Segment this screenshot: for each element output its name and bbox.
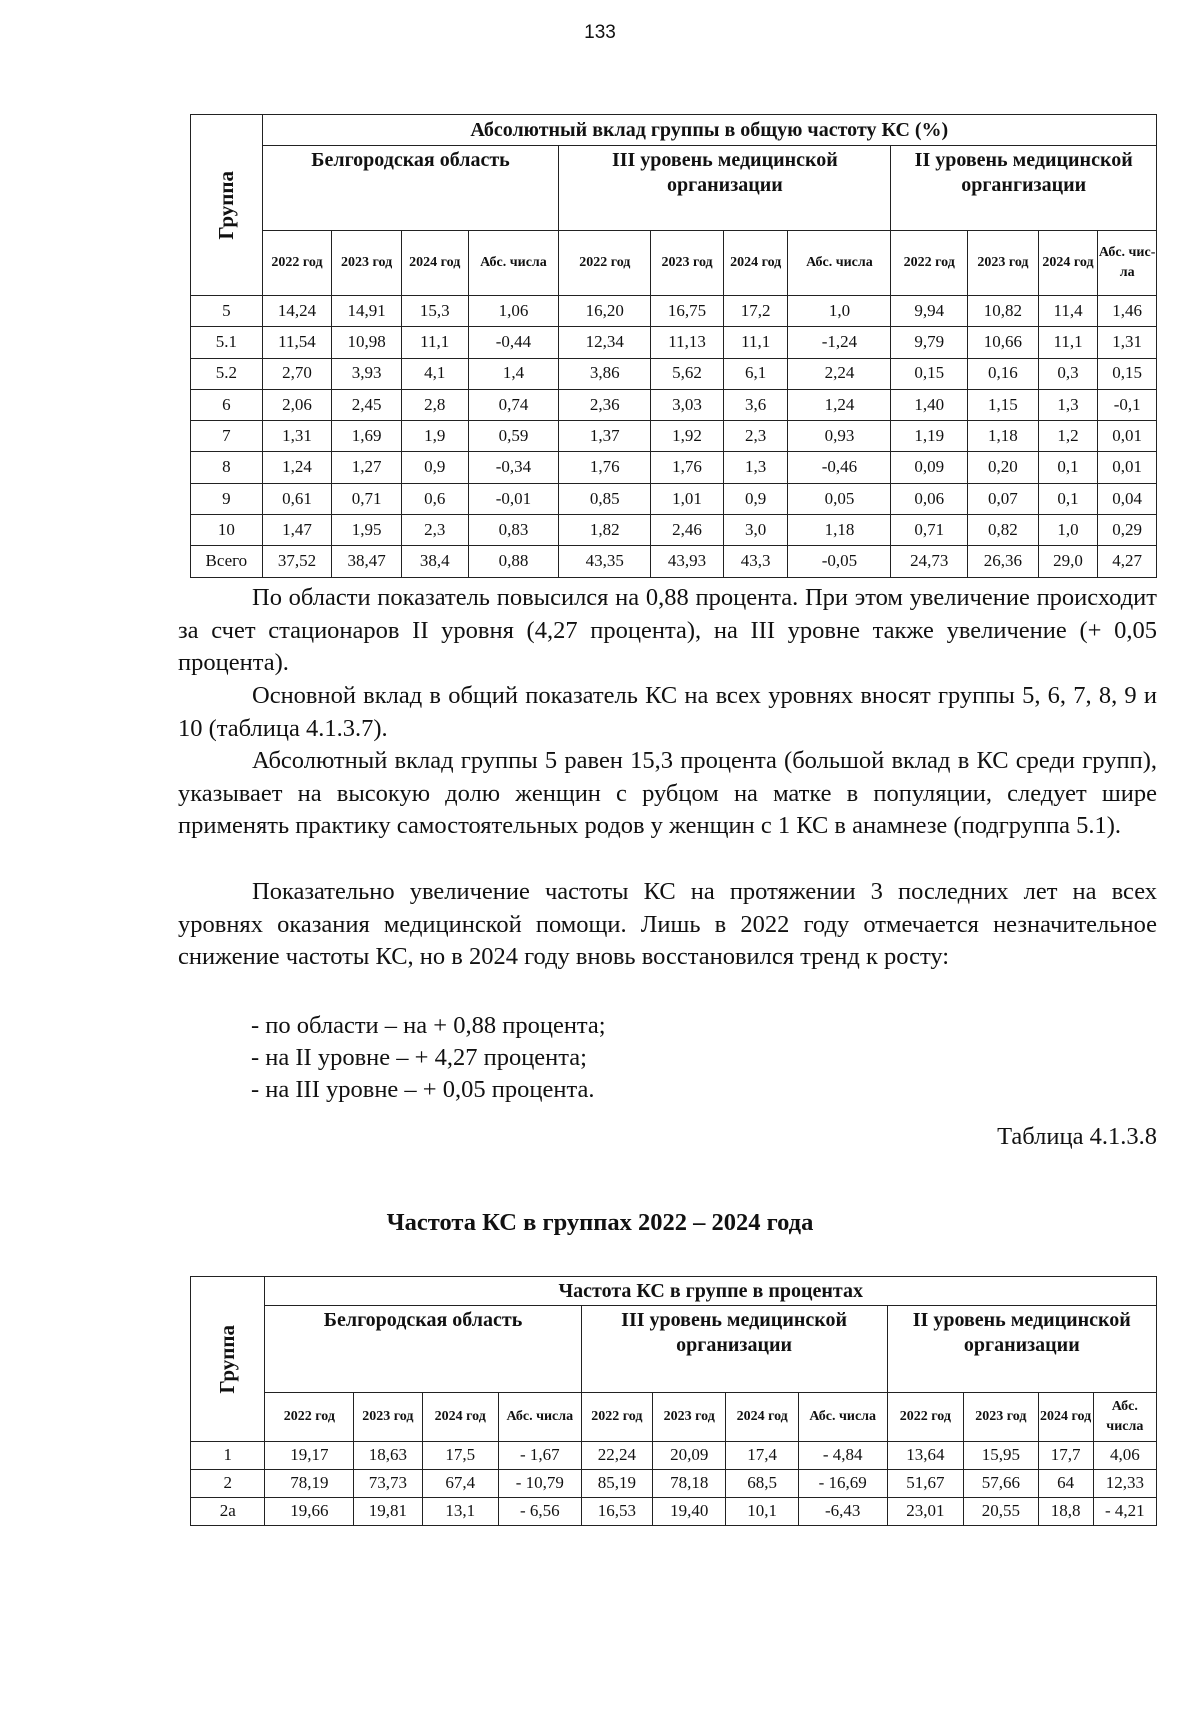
paragraph: Основной вклад в общий показатель КС на всех уровнях вносят группы 5, 6, 7, 8, 9 и 10 (таблица 4.1.3.7). [178,682,1157,742]
table-row [191,327,1157,358]
value-cell: 0,07 [968,483,1039,514]
table-row [191,358,1157,389]
value-cell: 0,93 [788,421,891,452]
value-cell: -0,01 [468,483,559,514]
value-cell: 18,63 [354,1442,422,1470]
value-cell: 4,27 [1098,546,1157,577]
value-cell: 26,36 [968,546,1039,577]
level3-header: III уровень медицинской организации [559,146,891,231]
value-cell: 11,1 [401,327,468,358]
value-cell: 1,24 [788,389,891,420]
value-cell: 1,15 [968,389,1039,420]
year-col-header: 2024 год [422,1393,499,1442]
value-cell: -0,46 [788,452,891,483]
value-cell: 10,66 [968,327,1039,358]
table-row [191,389,1157,420]
value-cell: 0,15 [891,358,968,389]
value-cell: 17,5 [422,1442,499,1470]
group-header: Группа [191,115,263,296]
value-cell: 0,85 [559,483,651,514]
table-row [191,515,1157,546]
value-cell: 1,24 [262,452,332,483]
value-cell: 0,59 [468,421,559,452]
group-cell: 1 [191,1442,265,1470]
value-cell: 0,09 [891,452,968,483]
value-cell: 43,3 [723,546,788,577]
value-cell: 0,83 [468,515,559,546]
year-col-header: 2024 год [723,231,788,296]
level3-header: III уровень медицинской организации [581,1306,887,1393]
year-col-header: Абс. числа [798,1393,887,1442]
year-col-header: 2022 год [265,1393,354,1442]
value-cell: 1,31 [1098,327,1157,358]
year-col-header: 2022 год [262,231,332,296]
value-cell: 1,69 [332,421,402,452]
year-col-header: 2023 год [964,1393,1038,1442]
group-cell: Всего [191,546,263,577]
value-cell: 0,16 [968,358,1039,389]
value-cell: 0,1 [1038,452,1098,483]
value-cell: 1,18 [788,515,891,546]
value-cell: - 4,84 [798,1442,887,1470]
value-cell: 29,0 [1038,546,1098,577]
year-col-header: 2023 год [968,231,1039,296]
value-cell: 19,66 [265,1498,354,1526]
value-cell: 0,01 [1098,421,1157,452]
year-col-header: Абс. числа [468,231,559,296]
value-cell: 0,29 [1098,515,1157,546]
value-cell: - 6,56 [499,1498,582,1526]
group-cell: 2а [191,1498,265,1526]
value-cell: 18,8 [1038,1498,1093,1526]
level2-header: II уровень медицинской организации [887,1306,1156,1393]
value-cell: 1,76 [559,452,651,483]
table-row [191,296,1157,327]
value-cell: 16,53 [581,1498,652,1526]
value-cell: 0,6 [401,483,468,514]
table-row [191,483,1157,514]
paragraph: Абсолютный вклад группы 5 равен 15,3 процента (большой вклад в КС среди групп), указывает на высокую долю женщин с рубцом на матке в популяции, следует шире применять практику самостоятельных родов у женщин с 1 КС в анамнезе (подгруппа 5.1). [178,747,1157,840]
value-cell: 0,71 [891,515,968,546]
value-cell: 78,19 [265,1470,354,1498]
value-cell: 0,20 [968,452,1039,483]
value-cell: 23,01 [887,1498,964,1526]
value-cell: 19,17 [265,1442,354,1470]
value-cell: 15,95 [964,1442,1038,1470]
list-item: - на II уровне – + 4,27 процента; [251,1044,587,1071]
group-cell: 6 [191,389,263,420]
value-cell: 16,75 [651,296,724,327]
value-cell: 0,71 [332,483,402,514]
year-col-header: 2023 год [354,1393,422,1442]
region-header: Белгородская область [265,1306,581,1393]
value-cell: 6,1 [723,358,788,389]
value-cell: 0,15 [1098,358,1157,389]
value-cell: 15,3 [401,296,468,327]
value-cell: -0,1 [1098,389,1157,420]
value-cell: 22,24 [581,1442,652,1470]
value-cell: 2,06 [262,389,332,420]
value-cell: 0,61 [262,483,332,514]
value-cell: 2,3 [723,421,788,452]
year-col-header: 2023 год [651,231,724,296]
list-item: - по области – на + 0,88 процента; [251,1012,606,1039]
value-cell: 13,64 [887,1442,964,1470]
contribution-table [190,114,1157,578]
value-cell: 0,9 [723,483,788,514]
value-cell: 1,01 [651,483,724,514]
value-cell: 1,06 [468,296,559,327]
paragraph: По области показатель повысился на 0,88 процента. При этом увеличение происходит за счет стационаров II уровня (4,27 процента), на III уровне также увеличение (+ 0,05 процента). [178,584,1157,677]
value-cell: -0,44 [468,327,559,358]
value-cell: 1,47 [262,515,332,546]
group-cell: 5.2 [191,358,263,389]
group-cell: 5 [191,296,263,327]
value-cell: 12,34 [559,327,651,358]
value-cell: 14,91 [332,296,402,327]
value-cell: 14,24 [262,296,332,327]
value-cell: 2,45 [332,389,402,420]
value-cell: 2,70 [262,358,332,389]
year-col-header: 2022 год [891,231,968,296]
value-cell: 4,1 [401,358,468,389]
value-cell: 3,0 [723,515,788,546]
value-cell: 11,1 [1038,327,1098,358]
value-cell: 2,46 [651,515,724,546]
value-cell: - 10,79 [499,1470,582,1498]
year-col-header: 2023 год [653,1393,726,1442]
value-cell: 1,3 [1038,389,1098,420]
value-cell: 0,82 [968,515,1039,546]
value-cell: 3,93 [332,358,402,389]
value-cell: 10,98 [332,327,402,358]
value-cell: 0,88 [468,546,559,577]
value-cell: 2,8 [401,389,468,420]
table-row [191,1470,1157,1498]
value-cell: 1,0 [1038,515,1098,546]
value-cell: 12,33 [1093,1470,1156,1498]
value-cell: 1,0 [788,296,891,327]
year-col-header: 2022 год [887,1393,964,1442]
table-main-header: Абсолютный вклад группы в общую частоту КС (%) [262,115,1156,146]
value-cell: 11,4 [1038,296,1098,327]
year-col-header: 2024 год [726,1393,798,1442]
value-cell: 9,94 [891,296,968,327]
value-cell: -6,43 [798,1498,887,1526]
value-cell: 2,36 [559,389,651,420]
value-cell: 1,19 [891,421,968,452]
value-cell: 10,1 [726,1498,798,1526]
year-col-header: 2023 год [332,231,402,296]
value-cell: 1,46 [1098,296,1157,327]
frequency-table [190,1276,1157,1526]
value-cell: 16,20 [559,296,651,327]
table-title: Частота КС в группах 2022 – 2024 года [386,1209,814,1236]
page-number: 133 [584,22,616,43]
value-cell: 51,67 [887,1470,964,1498]
value-cell: 5,62 [651,358,724,389]
value-cell: 13,1 [422,1498,499,1526]
paragraph: Показательно увеличение частоты КС на протяжении 3 последних лет на всех уровнях оказания медицинской помощи. Лишь в 2022 году отмечается незначительное снижение частоты КС, но в 2024 году вновь восстановился тренд к росту: [178,878,1157,971]
value-cell: 19,81 [354,1498,422,1526]
value-cell: 2,3 [401,515,468,546]
value-cell: 0,01 [1098,452,1157,483]
value-cell: 1,18 [968,421,1039,452]
value-cell: 1,2 [1038,421,1098,452]
year-col-header: Абс. числа [1093,1393,1156,1442]
value-cell: -0,05 [788,546,891,577]
value-cell: 1,31 [262,421,332,452]
value-cell: 37,52 [262,546,332,577]
year-col-header: 2024 год [1038,231,1098,296]
value-cell: 11,1 [723,327,788,358]
value-cell: 10,82 [968,296,1039,327]
value-cell: - 16,69 [798,1470,887,1498]
table-row [191,1498,1157,1526]
value-cell: 1,40 [891,389,968,420]
value-cell: 0,06 [891,483,968,514]
value-cell: 0,3 [1038,358,1098,389]
value-cell: 0,9 [401,452,468,483]
value-cell: 1,76 [651,452,724,483]
value-cell: 17,4 [726,1442,798,1470]
value-cell: 38,4 [401,546,468,577]
level2-header: II уровень медицинской органгизации [891,146,1157,231]
years-row [191,1393,1157,1442]
value-cell: 1,95 [332,515,402,546]
year-col-header: 2024 год [401,231,468,296]
value-cell: 11,13 [651,327,724,358]
value-cell: 9,79 [891,327,968,358]
value-cell: 20,55 [964,1498,1038,1526]
value-cell: 0,05 [788,483,891,514]
table-main-header: Частота КС в группе в процентах [265,1277,1157,1306]
value-cell: 17,7 [1038,1442,1093,1470]
year-col-header: 2024 год [1038,1393,1093,1442]
group-cell: 9 [191,483,263,514]
value-cell: 1,82 [559,515,651,546]
value-cell: 24,73 [891,546,968,577]
value-cell: 68,5 [726,1470,798,1498]
value-cell: 0,74 [468,389,559,420]
value-cell: - 4,21 [1093,1498,1156,1526]
group-cell: 2 [191,1470,265,1498]
value-cell: -1,24 [788,327,891,358]
value-cell: 1,37 [559,421,651,452]
value-cell: 1,9 [401,421,468,452]
value-cell: 11,54 [262,327,332,358]
value-cell: 4,06 [1093,1442,1156,1470]
value-cell: - 1,67 [499,1442,582,1470]
year-col-header: 2022 год [581,1393,652,1442]
value-cell: 3,6 [723,389,788,420]
value-cell: 67,4 [422,1470,499,1498]
value-cell: 1,3 [723,452,788,483]
years-row [191,231,1157,296]
value-cell: 0,1 [1038,483,1098,514]
group-cell: 5.1 [191,327,263,358]
value-cell: 1,27 [332,452,402,483]
value-cell: 1,92 [651,421,724,452]
value-cell: 43,93 [651,546,724,577]
value-cell: 0,04 [1098,483,1157,514]
group-header: Группа [191,1277,265,1442]
list-item: - на III уровне – + 0,05 процента. [251,1076,595,1103]
year-col-header: Абс. числа [788,231,891,296]
value-cell: 17,2 [723,296,788,327]
year-col-header: Абс. чис-ла [1098,231,1157,296]
table-row [191,1442,1157,1470]
group-cell: 10 [191,515,263,546]
year-col-header: Абс. числа [499,1393,582,1442]
value-cell: 73,73 [354,1470,422,1498]
table-row [191,452,1157,483]
region-header: Белгородская область [262,146,559,231]
value-cell: 19,40 [653,1498,726,1526]
value-cell: 78,18 [653,1470,726,1498]
value-cell: 3,86 [559,358,651,389]
group-cell: 7 [191,421,263,452]
year-col-header: 2022 год [559,231,651,296]
value-cell: -0,34 [468,452,559,483]
value-cell: 3,03 [651,389,724,420]
value-cell: 2,24 [788,358,891,389]
table-row [191,546,1157,577]
table-row [191,421,1157,452]
table-label: Таблица 4.1.3.8 [997,1123,1157,1150]
value-cell: 85,19 [581,1470,652,1498]
value-cell: 1,4 [468,358,559,389]
value-cell: 38,47 [332,546,402,577]
value-cell: 57,66 [964,1470,1038,1498]
value-cell: 43,35 [559,546,651,577]
value-cell: 20,09 [653,1442,726,1470]
group-cell: 8 [191,452,263,483]
value-cell: 64 [1038,1470,1093,1498]
